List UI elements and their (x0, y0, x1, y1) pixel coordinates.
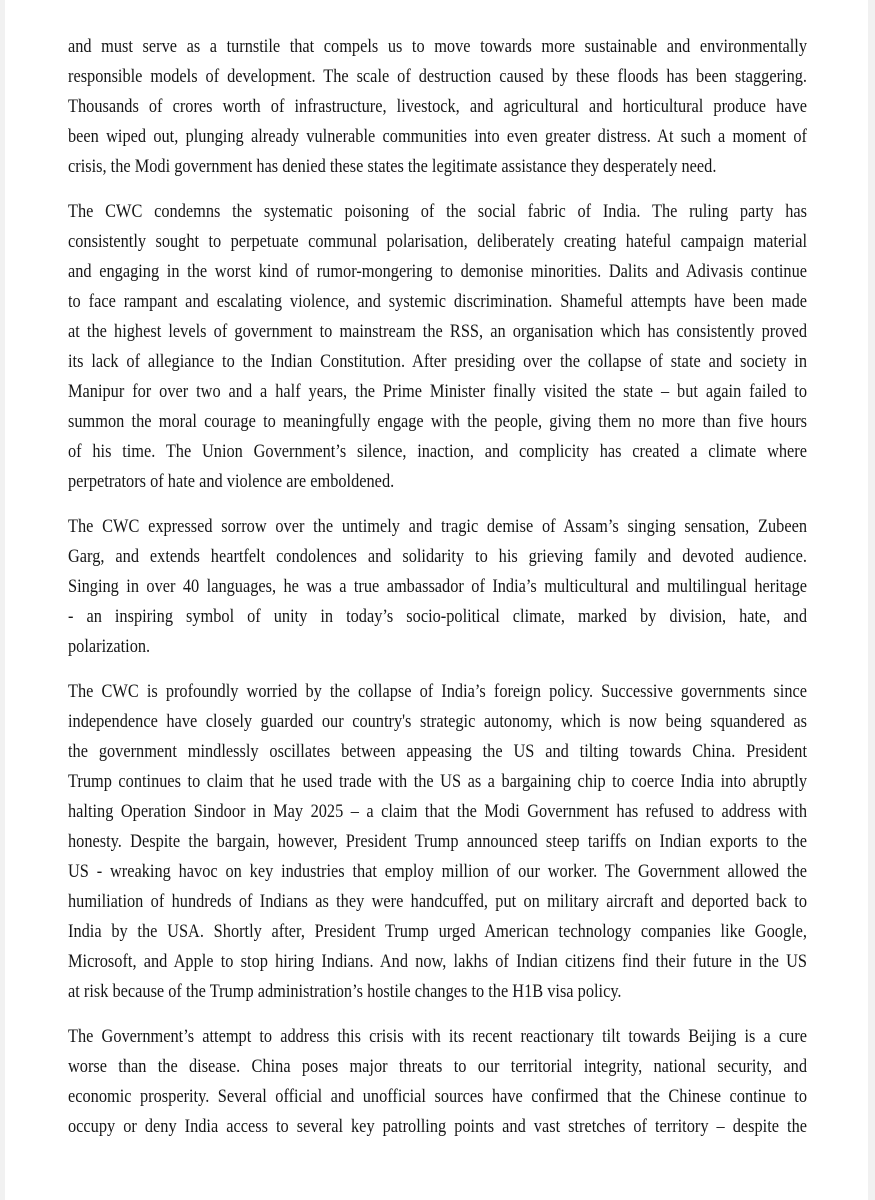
text-line: - an inspiring symbol of unity in today’s socio-political climate, marked by division, hate, and (68, 606, 807, 627)
text-line: and must serve as a turnstile that compels us to move towards more sustainable and environmentally (68, 36, 807, 57)
text-line: Trump continues to claim that he used trade with the US as a bargaining chip to coerce India into abruptly (68, 771, 807, 792)
document-page (68, 32, 807, 1157)
text-line: Garg, and extends heartfelt condolences and solidarity to his grieving family and devoted audience. (68, 546, 808, 567)
text-line: halting Operation Sindoor in May 2025 – a claim that the Modi Government has refused to address with (68, 801, 807, 822)
text-line: worse than the disease. China poses major threats to our territorial integrity, national security, and (68, 1056, 807, 1077)
page-edge-left (0, 0, 5, 1200)
text-line: US - wreaking havoc on key industries that employ million of our worker. The Government allowed the (68, 861, 808, 882)
text-line: and engaging in the worst kind of rumor-mongering to demonise minorities. Dalits and Adivasis continue (68, 261, 807, 282)
text-line: independence have closely guarded our country's strategic autonomy, which is now being squandered as (68, 711, 807, 732)
text-line: Microsoft, and Apple to stop hiring Indians. And now, lakhs of Indian citizens find their future in the US (68, 951, 807, 972)
text-line: The Government’s attempt to address this crisis with its recent reactionary tilt towards Beijing is a cure (68, 1026, 808, 1047)
text-line: Manipur for over two and a half years, the Prime Minister finally visited the state – but again failed to (68, 381, 807, 402)
text-line: The CWC is profoundly worried by the collapse of India’s foreign policy. Successive governments since (68, 681, 808, 702)
text-line: of his time. The Union Government’s silence, inaction, and complicity has created a climate where (68, 441, 808, 462)
paragraph-floods (68, 32, 807, 182)
text-line: to face rampant and escalating violence, and systemic discrimination. Shameful attempts have been made (68, 291, 807, 312)
text-line: humiliation of hundreds of Indians as they were handcuffed, put on military aircraft and deported back to (68, 891, 808, 912)
text-line: crisis, the Modi government has denied these states the legitimate assistance they desperately need. (68, 156, 717, 177)
paragraph-foreign-policy (68, 677, 807, 1007)
text-line: the government mindlessly oscillates between appeasing the US and tilting towards China. President (68, 741, 807, 762)
text-line: honesty. Despite the bargain, however, President Trump announced steep tariffs on Indian exports to the (68, 831, 807, 852)
text-line: The CWC expressed sorrow over the untimely and tragic demise of Assam’s singing sensation, Zubeen (68, 516, 807, 537)
paragraph-zubeen-garg (68, 512, 807, 662)
text-line: India by the USA. Shortly after, President Trump urged American technology companies like Google, (68, 921, 807, 942)
text-line: been wiped out, plunging already vulnerable communities into even greater distress. At such a moment of (68, 126, 807, 147)
text-line: The CWC condemns the systematic poisoning of the social fabric of India. The ruling party has (68, 201, 807, 222)
text-line: at the highest levels of government to mainstream the RSS, an organisation which has consistently proved (68, 321, 807, 342)
text-line: responsible models of development. The scale of destruction caused by these floods has been staggering. (68, 66, 807, 87)
paragraph-china (68, 1022, 807, 1142)
text-line: economic prosperity. Several official and unofficial sources have confirmed that the Chinese continue to (68, 1086, 808, 1107)
page-edge-right (868, 0, 875, 1200)
text-line: perpetrators of hate and violence are emboldened. (68, 471, 395, 492)
text-line: Singing in over 40 languages, he was a true ambassador of India’s multicultural and multilingual heritage (68, 576, 808, 597)
text-line: polarization. (68, 636, 151, 657)
text-line: occupy or deny India access to several key patrolling points and vast stretches of territory – despite the (68, 1116, 807, 1137)
text-line: summon the moral courage to meaningfully engage with the people, giving them no more than five hours (68, 411, 807, 432)
paragraph-social-fabric (68, 197, 807, 497)
text-line: at risk because of the Trump administration’s hostile changes to the H1B visa policy. (68, 981, 622, 1002)
text-line: its lack of allegiance to the Indian Constitution. After presiding over the collapse of state and society in (68, 351, 807, 372)
text-line: Thousands of crores worth of infrastructure, livestock, and agricultural and horticultural produce have (68, 96, 807, 117)
text-line: consistently sought to perpetuate communal polarisation, deliberately creating hateful campaign material (68, 231, 808, 252)
